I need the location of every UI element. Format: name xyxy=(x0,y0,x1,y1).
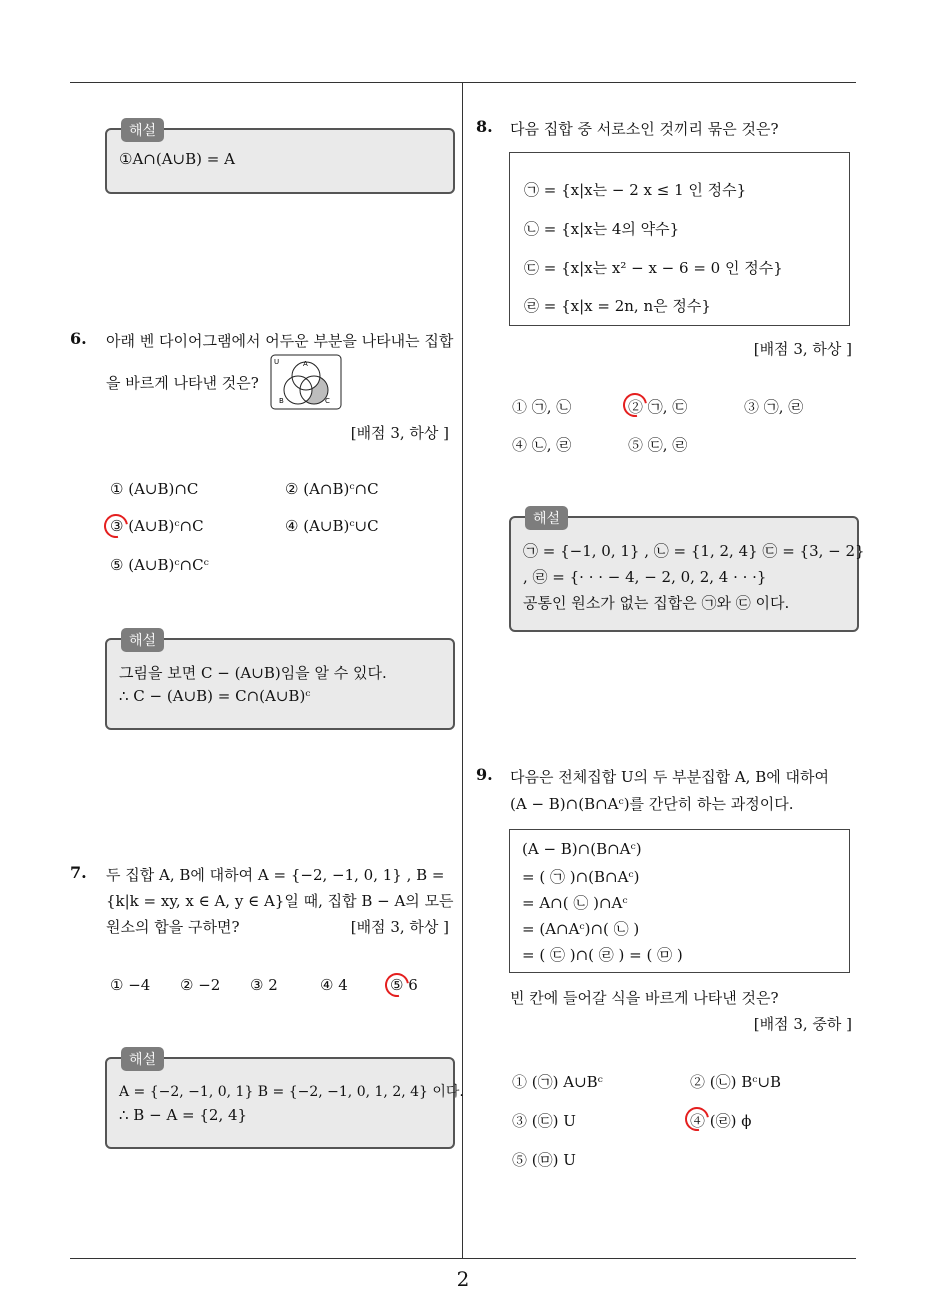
q7-option-3[interactable]: ③ 2 xyxy=(250,976,278,994)
q8-solution-line-1: ㉠ = {−1, 0, 1} , ㉡ = {1, 2, 4} ㉢ = {3, − 2} xyxy=(523,542,865,560)
venn-label-a: A xyxy=(303,360,308,368)
q9-process-box xyxy=(509,829,850,973)
q8-box-line-3: ㉢ = {x|x는 x² − x − 6 = 0 인 정수} xyxy=(524,259,783,277)
q9-option-4[interactable]: ④ (㉣) ϕ xyxy=(690,1112,752,1130)
q9-option-1[interactable]: ① (㉠) A∪Bᶜ xyxy=(512,1073,603,1091)
venn-label-c: C xyxy=(325,397,330,405)
bottom-rule xyxy=(70,1258,856,1259)
q8-solution-line-2: , ㉣ = {· · · − 4, − 2, 0, 2, 4 · · ·} xyxy=(523,568,767,586)
q8-option-3[interactable]: ③ ㉠, ㉣ xyxy=(744,398,804,416)
venn-label-b: B xyxy=(279,397,284,405)
q6-option-3[interactable]: ③ (A∪B)ᶜ∩C xyxy=(110,517,204,535)
q7-solution-box xyxy=(105,1052,464,1149)
solution-tag: 해설 xyxy=(121,628,164,652)
q7-text-line-3: 원소의 합을 구하면? xyxy=(106,918,240,936)
q7-option-4[interactable]: ④ 4 xyxy=(320,976,348,994)
q7-option-5[interactable]: ⑤ 6 xyxy=(390,976,418,994)
q6-solution-box xyxy=(105,633,455,730)
q9-option-3[interactable]: ③ (㉢) U xyxy=(512,1112,576,1130)
q9-text-line-2: (A − B)∩(B∩Aᶜ)를 간단히 하는 과정이다. xyxy=(510,795,794,813)
q6-text-line-1: 아래 벤 다이어그램에서 어두운 부분을 나타내는 집합 xyxy=(106,332,454,350)
q9-box-line-4: = (A∩Aᶜ)∩( ㉡ ) xyxy=(522,920,640,938)
q9-text-line-1: 다음은 전체집합 U의 두 부분집합 A, B에 대하여 xyxy=(510,768,829,786)
q6-text-line-2: 을 바르게 나타낸 것은? xyxy=(106,374,259,392)
q8-definition-box xyxy=(509,152,850,326)
q9-meta: [배점 3, 중하 ] xyxy=(753,1015,852,1033)
q7-text-line-1: 두 집합 A, B에 대하여 A = {−2, −1, 0, 1} , B = xyxy=(106,866,445,884)
q6-option-5[interactable]: ⑤ (A∪B)ᶜ∩Cᶜ xyxy=(110,556,209,574)
q9-number: 9. xyxy=(476,765,493,784)
q6-number: 6. xyxy=(70,329,87,348)
page-number: 2 xyxy=(456,1267,470,1291)
q9-option-2[interactable]: ② (㉡) Bᶜ∪B xyxy=(690,1073,782,1091)
q9-box-line-1: (A − B)∩(B∩Aᶜ) xyxy=(522,840,642,858)
q6-meta: [배점 3, 하상 ] xyxy=(350,424,449,442)
q5-solution-line-1: ①A∩(A∪B) = A xyxy=(119,150,235,168)
q8-meta: [배점 3, 하상 ] xyxy=(753,340,852,358)
q8-option-1[interactable]: ① ㉠, ㉡ xyxy=(512,398,572,416)
top-rule xyxy=(70,82,856,83)
q7-meta: [배점 3, 하상 ] xyxy=(350,918,449,936)
q8-box-line-4: ㉣ = {x|x = 2n, n은 정수} xyxy=(524,297,711,315)
solution-tag: 해설 xyxy=(121,118,164,142)
q6-solution-line-2: ∴ C − (A∪B) = C∩(A∪B)ᶜ xyxy=(119,687,311,705)
q9-box-line-2: = ( ㉠ )∩(B∩Aᶜ) xyxy=(522,868,640,886)
q8-box-line-1: ㉠ = {x|x는 − 2 x ≤ 1 인 정수} xyxy=(524,181,747,199)
q7-option-2[interactable]: ② −2 xyxy=(180,976,221,994)
q8-number: 8. xyxy=(476,117,493,136)
q9-question: 빈 칸에 들어갈 식을 바르게 나타낸 것은? xyxy=(510,989,779,1007)
q6-option-2[interactable]: ② (A∩B)ᶜ∩C xyxy=(285,480,379,498)
q8-solution-box xyxy=(509,511,865,632)
q7-number: 7. xyxy=(70,863,87,882)
solution-tag: 해설 xyxy=(121,1047,164,1071)
venn-diagram xyxy=(270,354,342,410)
q8-solution-line-3: 공통인 원소가 없는 집합은 ㉠와 ㉢ 이다. xyxy=(523,594,790,612)
q7-solution-line-1: A = {−2, −1, 0, 1} B = {−2, −1, 0, 1, 2, 4} 이다. xyxy=(119,1084,464,1100)
q6-solution-line-1: 그림을 보면 C − (A∪B)임을 알 수 있다. xyxy=(119,664,387,682)
q8-option-2[interactable]: ② ㉠, ㉢ xyxy=(628,398,688,416)
q8-box-line-2: ㉡ = {x|x는 4의 약수} xyxy=(524,220,680,238)
q6-selected-mark xyxy=(99,509,132,542)
q8-option-5[interactable]: ⑤ ㉢, ㉣ xyxy=(628,436,688,454)
q7-solution-line-2: ∴ B − A = {2, 4} xyxy=(119,1106,248,1124)
q6-option-1[interactable]: ① (A∪B)∩C xyxy=(110,480,199,498)
solution-tag: 해설 xyxy=(525,506,568,530)
q6-option-4[interactable]: ④ (A∪B)ᶜ∪C xyxy=(285,517,379,535)
q9-box-line-3: = A∩( ㉡ )∩Aᶜ xyxy=(522,894,628,912)
q9-option-5[interactable]: ⑤ (㉤) U xyxy=(512,1151,576,1169)
q5-solution-box xyxy=(105,123,455,194)
q9-box-line-5: = ( ㉢ )∩( ㉣ ) = ( ㉤ ) xyxy=(522,946,683,964)
q8-text-line-1: 다음 집합 중 서로소인 것끼리 묶은 것은? xyxy=(510,120,779,138)
q7-selected-mark xyxy=(380,968,413,1001)
venn-label-u: U xyxy=(274,358,280,366)
q8-option-4[interactable]: ④ ㉡, ㉣ xyxy=(512,436,572,454)
q7-text-line-2: {k|k = xy, x ∈ A, y ∈ A}일 때, 집합 B − A의 모든 xyxy=(106,892,454,910)
q7-option-1[interactable]: ① −4 xyxy=(110,976,151,994)
